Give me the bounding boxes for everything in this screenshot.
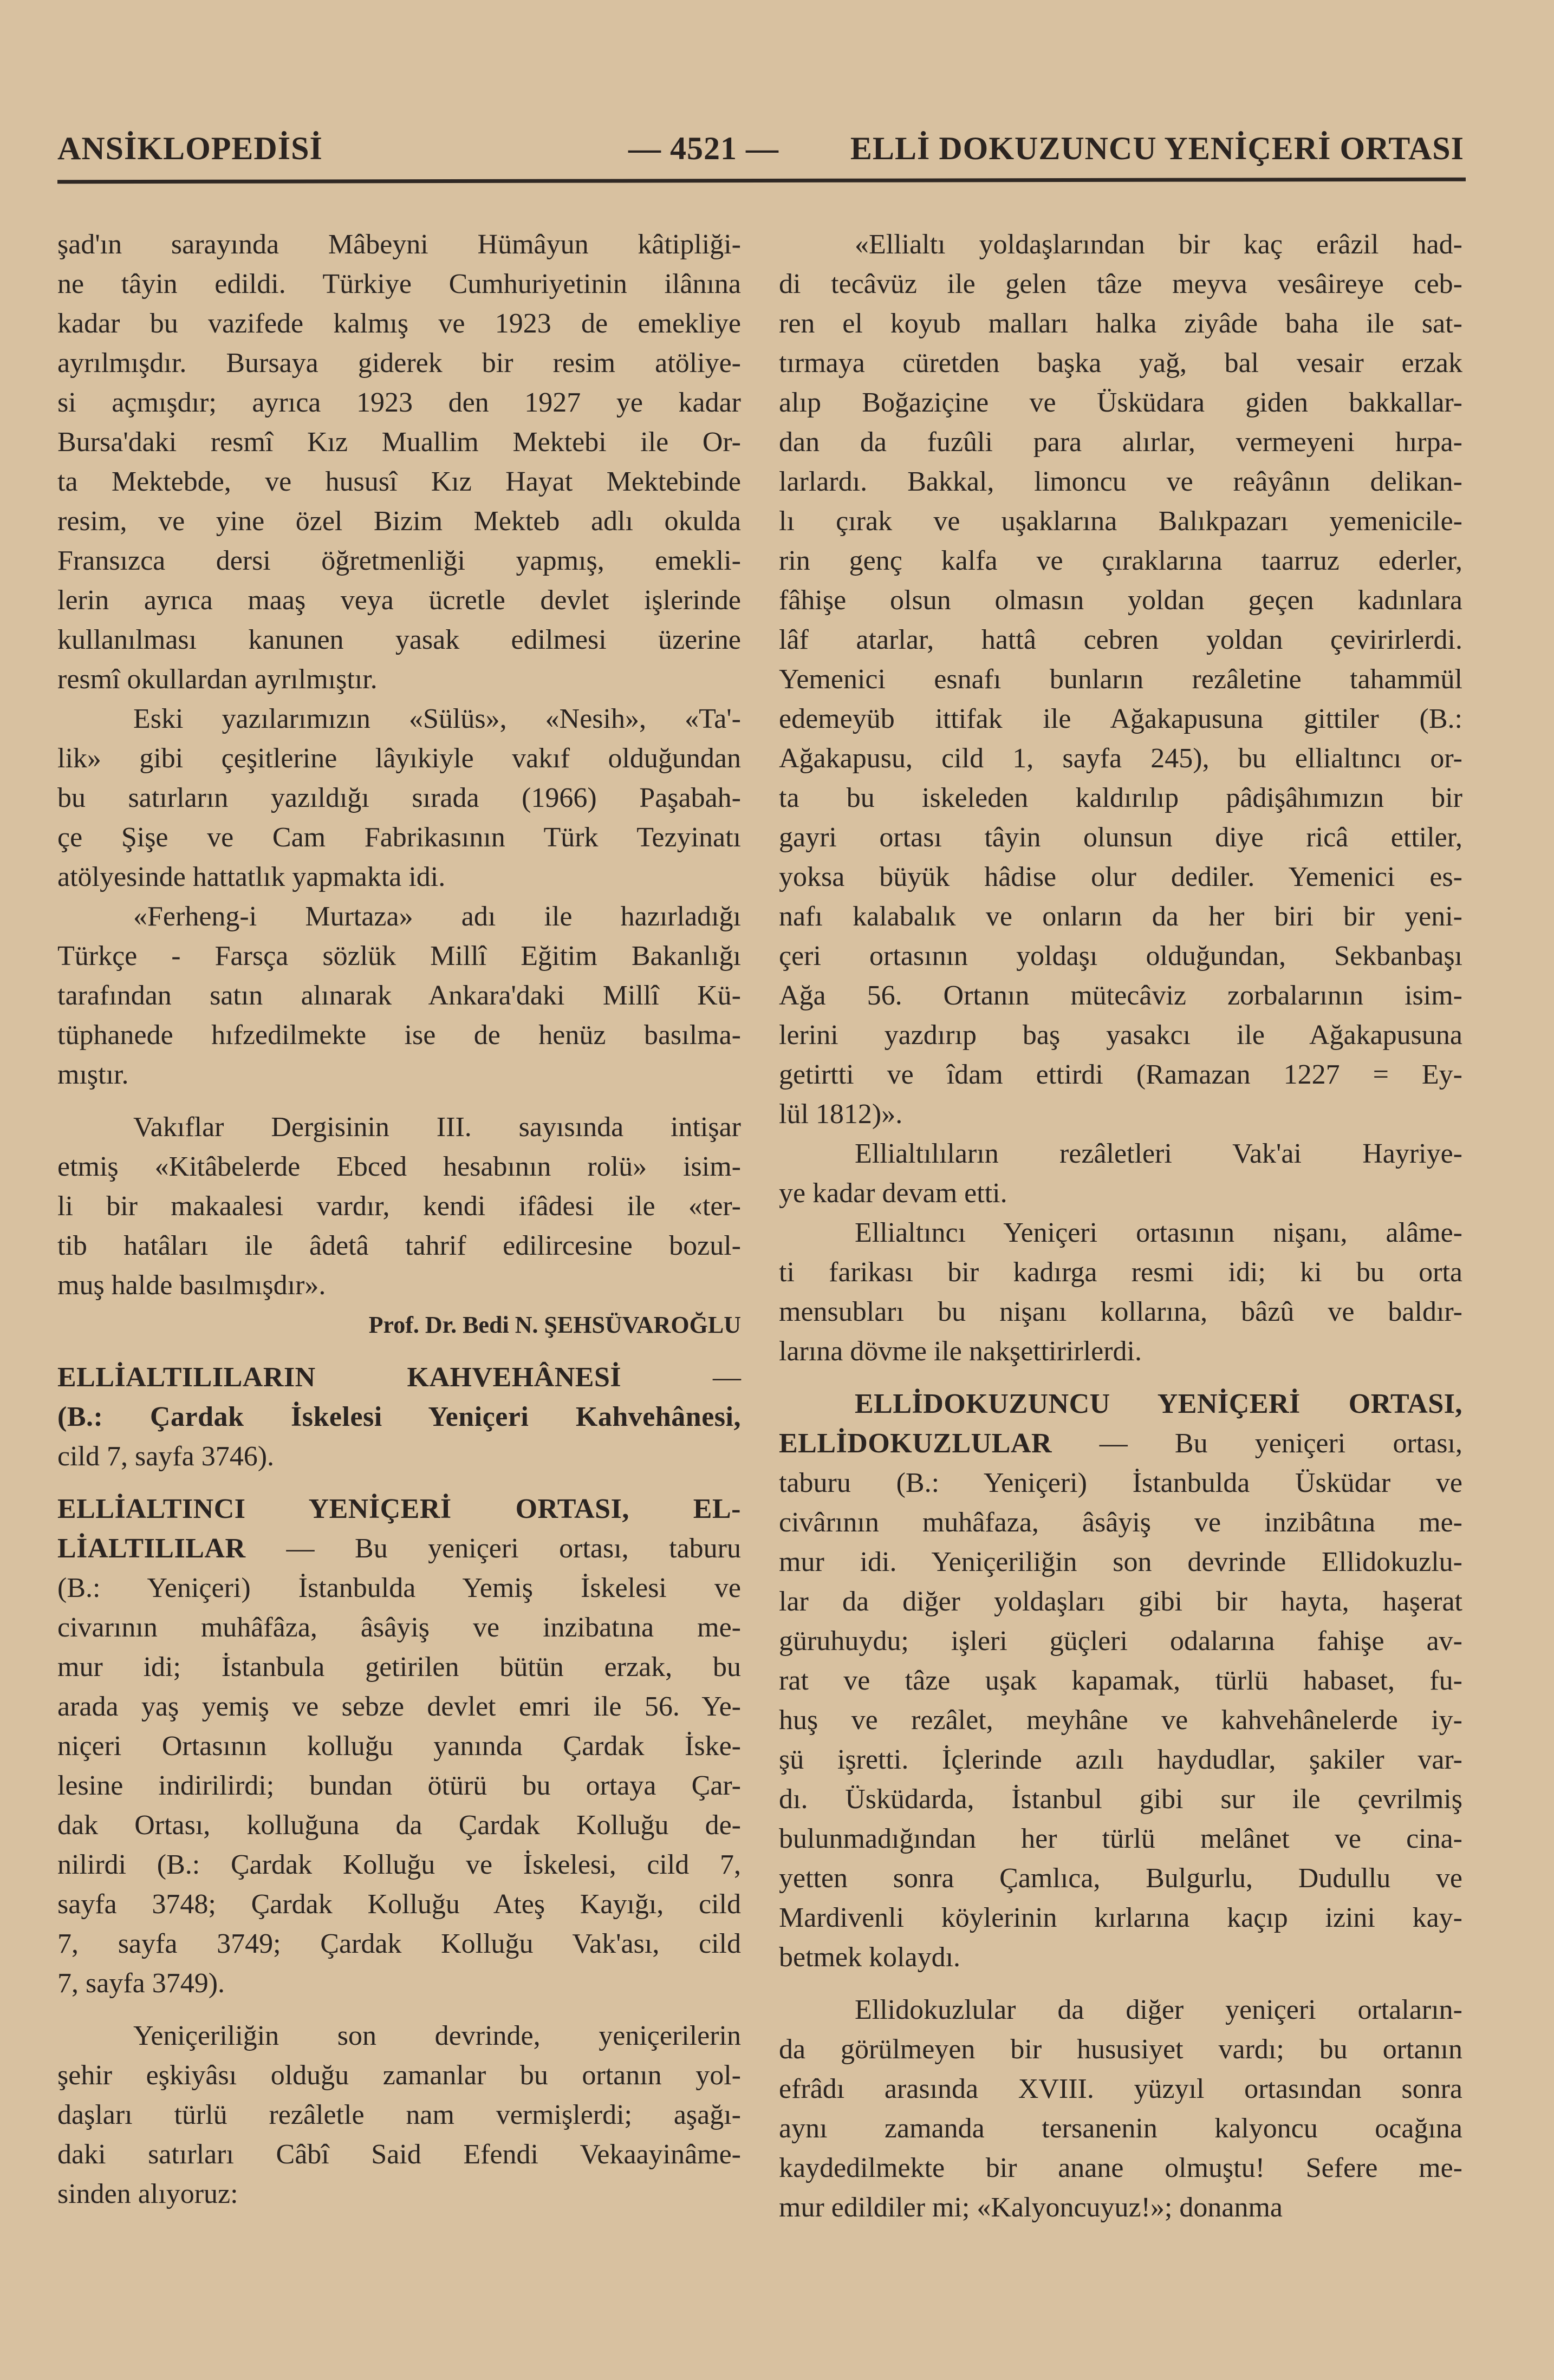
text-line: larına dövme ile nakşettirirlerdi. [779, 1336, 1142, 1367]
text-line: dan da fuzûli para alırlar, vermeyeni hırpa- [779, 427, 1462, 458]
text-line: lı çırak ve uşaklarına Balıkpazarı yemenicile- [779, 506, 1462, 537]
paragraph [57, 1358, 741, 1476]
text-line: lül 1812)». [779, 1099, 903, 1130]
right-column [779, 225, 1462, 2227]
text-line: civarının muhâfâza, âsâyiş ve inzibatına me- [57, 1612, 741, 1643]
paragraph [779, 1213, 1462, 1371]
text-line: Ellidokuzlular da diğer yeniçeri ortaların- [855, 1994, 1462, 2025]
text-line: «Ferheng-i Murtaza» adı ile hazırladığı [133, 901, 741, 932]
text-line: yoksa büyük hâdise olur dediler. Yemenici es- [779, 862, 1462, 892]
paragraph [57, 225, 741, 699]
text-line: 7, sayfa 3749). [57, 1968, 225, 1999]
text-line: rat ve tâze uşak kapamak, türlü habaset, fu- [779, 1665, 1462, 1696]
paragraph-gap [57, 1094, 741, 1107]
paragraph [57, 699, 741, 897]
text-line: mur idi. Yeniçeriliğin son devrinde Ellidokuzlu- [779, 1547, 1462, 1577]
text-line: mur idi; İstanbula getirilen bütün erzak, bu [57, 1652, 741, 1683]
text-line: ta bu iskeleden kaldırılıp pâdişâhımızın bir [779, 783, 1462, 813]
text-line: resim, ve yine özel Bizim Mekteb adlı okulda [57, 506, 741, 537]
text-line: çeri ortasının yoldaşı olduğundan, Sekbanbaşı [779, 941, 1462, 971]
text-line: Yemenici esnafı bunların rezâletine tahammül [779, 664, 1462, 695]
text-line: mıştır. [57, 1059, 129, 1090]
text-line: lâf atarlar, hattâ cebren yoldan çevirirlerdi. [779, 624, 1462, 655]
text-line: si açmışdır; ayrıca 1923 den 1927 ye kadar [57, 387, 741, 418]
text-line: çe Şişe ve Cam Fabrikasının Türk Tezyinatı [57, 822, 741, 853]
text-line: di tecâvüz ile gelen tâze meyva vesâireye ceb- [779, 269, 1462, 299]
text-line: lik» gibi çeşitlerine lâyıkiyle vakıf olduğundan [57, 743, 741, 774]
text-line: dak Ortası, kolluğuna da Çardak Kolluğu de- [57, 1810, 741, 1841]
text-line: Mardivenli köylerinin kırlarına kaçıp izini kay- [779, 1902, 1462, 1933]
text-line: lerin ayrıca maaş veya ücretle devlet işlerinde [57, 585, 741, 616]
text-line: lar da diğer yoldaşları gibi bir hayta, haşerat [779, 1586, 1462, 1617]
text-line: edemeyüb ittifak ile Ağakapusuna gittiler (B.: [779, 703, 1462, 734]
text-line: nafı kalabalık ve onların da her biri bir yeni- [779, 901, 1462, 932]
running-header-left: ANSİKLOPEDİSİ [57, 131, 323, 166]
text-line: larlardı. Bakkal, limoncu ve reâyânın delikan- [779, 466, 1462, 497]
header-rule [57, 178, 1466, 184]
text-line: Prof. Dr. Bedi N. ŞEHSÜVAROĞLU [368, 1312, 741, 1338]
text-line: (B.: Yeniçeri) İstanbulda Yemiş İskelesi ve [57, 1573, 741, 1603]
paragraph-gap [779, 1977, 1462, 1990]
text-line: alıp Boğaziçine ve Üsküdara giden bakkallar- [779, 387, 1462, 418]
paragraph-gap [57, 1345, 741, 1358]
text-line: Yeniçeriliğin son devrinde, yeniçerilerin [133, 2020, 741, 2051]
text-line: ELLİDOKUZLULAR — Bu yeniçeri ortası, [779, 1428, 1462, 1459]
text-line: ne tâyin edildi. Türkiye Cumhuriyetinin ilânına [57, 269, 741, 299]
text-line: şehir eşkiyâsı olduğu zamanlar bu ortanın yol- [57, 2060, 741, 2091]
paragraph [57, 1489, 741, 2003]
paragraph [57, 897, 741, 1094]
entry-heading: ELLİDOKUZLULAR [779, 1428, 1100, 1459]
text-line: 7, sayfa 3749; Çardak Kolluğu Vak'ası, cild [57, 1928, 741, 1959]
text-line: getirtti ve îdam ettirdi (Ramazan 1227 = Ey- [779, 1059, 1462, 1090]
text-line: Bursa'daki resmî Kız Muallim Mektebi ile Or- [57, 427, 741, 458]
text-line: cild 7, sayfa 3746). [57, 1441, 275, 1472]
entry-heading: ELLİALTINCI YENİÇERİ ORTASI, EL- [57, 1494, 741, 1524]
entry-heading: ELLİALTILILARIN KAHVEHÂNESİ [57, 1362, 713, 1393]
author-signature [57, 1305, 741, 1345]
text-line: efrâdı arasında XVIII. yüzyıl ortasından sonra [779, 2073, 1462, 2104]
text-line: Türkçe - Farsça sözlük Millî Eğitim Bakanlığı [57, 941, 741, 971]
entry-heading: (B.: Çardak İskelesi Yeniçeri Kahvehânesi, [57, 1401, 741, 1432]
text-line: şad'ın sarayında Mâbeyni Hümâyun kâtipliği- [57, 229, 741, 260]
text-line: ta Mektebde, ve hususî Kız Hayat Mektebinde [57, 466, 741, 497]
text-line: tüphanede hıfzedilmekte ise de henüz basılma- [57, 1020, 741, 1051]
text-line: gayri ortası tâyin olunsun diye ricâ ettiler, [779, 822, 1462, 853]
text-line: arada yaş yemiş ve sebze devlet emri ile 56. Ye- [57, 1691, 741, 1722]
left-column [57, 225, 741, 2214]
text-line: sayfa 3748; Çardak Kolluğu Ateş Kayığı, cild [57, 1889, 741, 1920]
paragraph [57, 2016, 741, 2214]
text-line [57, 1397, 741, 1437]
text-line: ELLİALTILILARIN KAHVEHÂNESİ — [57, 1362, 741, 1393]
text-line: lerini yazdırıp baş yasakcı ile Ağakapusuna [779, 1020, 1462, 1051]
text-line: «Ellialtı yoldaşlarından bir kaç erâzil had- [855, 229, 1462, 260]
paragraph-gap [779, 1371, 1462, 1384]
text-line: yetten sonra Çamlıca, Bulgurlu, Dudullu ve [779, 1863, 1462, 1894]
text-line: resmî okullardan ayrılmıştır. [57, 664, 378, 695]
text-line: dı. Üsküdarda, İstanbul gibi sur ile çevrilmiş [779, 1784, 1462, 1815]
text-line: lesine indirilirdi; bundan ötürü bu ortaya Çar- [57, 1770, 741, 1801]
paragraph-gap [57, 1476, 741, 1489]
text-line: sinden alıyoruz: [57, 2179, 238, 2209]
text-line: Eski yazılarımızın «Sülüs», «Nesih», «Ta'- [133, 703, 741, 734]
text-line: ye kadar devam etti. [779, 1178, 1007, 1209]
paragraph [57, 1107, 741, 1305]
text-line: tırmaya cüretden başka yağ, bal vesair erzak [779, 348, 1462, 379]
text-line: da görülmeyen bir hususiyet vardı; bu ortanın [779, 2034, 1462, 2065]
text-line [779, 1384, 1462, 1424]
text-line: bulunmadığından her türlü melânet ve cina- [779, 1823, 1462, 1854]
entry-heading: ELLİDOKUZUNCU YENİÇERİ ORTASI, [855, 1388, 1462, 1419]
text-line: bu satırların yazıldığı sırada (1966) Paşabah- [57, 783, 741, 813]
text-line: ti farikası bir kadırga resmi idi; ki bu orta [779, 1257, 1462, 1288]
text-line: nilirdi (B.: Çardak Kolluğu ve İskelesi, cild 7, [57, 1849, 741, 1880]
text-line: betmek kolaydı. [779, 1942, 961, 1973]
text-line: Ellialtılıların rezâletleri Vak'ai Hayriye- [855, 1138, 1462, 1169]
text-line: şü işretti. İçlerinde azılı haydudlar, şakiler var- [779, 1744, 1462, 1775]
text-line: mur edildiler mi; «Kalyoncuyuz!»; donanma [779, 2192, 1283, 2223]
entry-heading: LİALTILILAR [57, 1533, 287, 1564]
text-line: LİALTILILAR — Bu yeniçeri ortası, taburu [57, 1533, 741, 1564]
page-number: — 4521 — [628, 131, 779, 166]
text-line: aynı zamanda tersanenin kalyoncu ocağına [779, 2113, 1462, 2144]
text-line: rin genç kalfa ve çıraklarına taarruz ederler, [779, 545, 1462, 576]
text-line: taburu (B.: Yeniçeri) İstanbulda Üsküdar ve [779, 1468, 1462, 1498]
text-line: kullanılması kanunen yasak edilmesi üzerine [57, 624, 741, 655]
text-line: ayrılmışdır. Bursaya giderek bir resim atöliye- [57, 348, 741, 379]
text-line: tib hatâları ile âdetâ tahrif edilircesine bozul- [57, 1230, 741, 1261]
paragraph [779, 1990, 1462, 2227]
text-line: Ağa 56. Ortanın mütecâviz zorbalarının isim- [779, 980, 1462, 1011]
text-line: tarafından satın alınarak Ankara'daki Millî Kü- [57, 980, 741, 1011]
paragraph [779, 225, 1462, 1134]
text-line: atölyesinde hattatlık yapmakta idi. [57, 862, 446, 892]
text-line: fâhişe olsun olmasın yoldan geçen kadınlara [779, 585, 1462, 616]
text-line [57, 1489, 741, 1529]
paragraph [779, 1384, 1462, 1977]
text-line: huş ve rezâlet, meyhâne ve kahvehânelerde iy- [779, 1705, 1462, 1736]
text-line: kadar bu vazifede kalmış ve 1923 de emekliye [57, 308, 741, 339]
paragraph-gap [57, 2003, 741, 2016]
text-line: güruhuydu; işleri güçleri odalarına fahişe av- [779, 1626, 1462, 1657]
text-line: civârının muhâfaza, âsâyiş ve inzibâtına me- [779, 1507, 1462, 1538]
text-line: niçeri Ortasının kolluğu yanında Çardak İske- [57, 1731, 741, 1762]
text-line: mensubları bu nişanı kollarına, bâzû ve baldır- [779, 1296, 1462, 1327]
text-line: daki satırları Câbî Said Efendi Vekaayinâme- [57, 2139, 741, 2170]
text-line: Ağakapusu, cild 1, sayfa 245), bu ellialtıncı or- [779, 743, 1462, 774]
text-line: muş halde basılmışdır». [57, 1270, 326, 1301]
text-line: li bir makaalesi vardır, kendi ifâdesi ile «ter- [57, 1191, 741, 1222]
text-line: etmiş «Kitâbelerde Ebced hesabının rolü» isim- [57, 1151, 741, 1182]
paragraph [779, 1134, 1462, 1213]
text-line: Ellialtıncı Yeniçeri ortasının nişanı, alâme- [855, 1217, 1462, 1248]
running-header-right: ELLİ DOKUZUNCU YENİÇERİ ORTASI [850, 131, 1464, 166]
text-line: daşları türlü rezâletle nam vermişlerdi; aşağı- [57, 2099, 741, 2130]
text-line: ren el koyub malları halka ziyâde baha ile sat- [779, 308, 1462, 339]
text-line: Vakıflar Dergisinin III. sayısında intişar [133, 1112, 741, 1143]
text-line: kaydedilmekte bir anane olmuştu! Sefere me- [779, 2153, 1462, 2183]
text-line: Fransızca dersi öğretmenliği yapmış, emekli- [57, 545, 741, 576]
